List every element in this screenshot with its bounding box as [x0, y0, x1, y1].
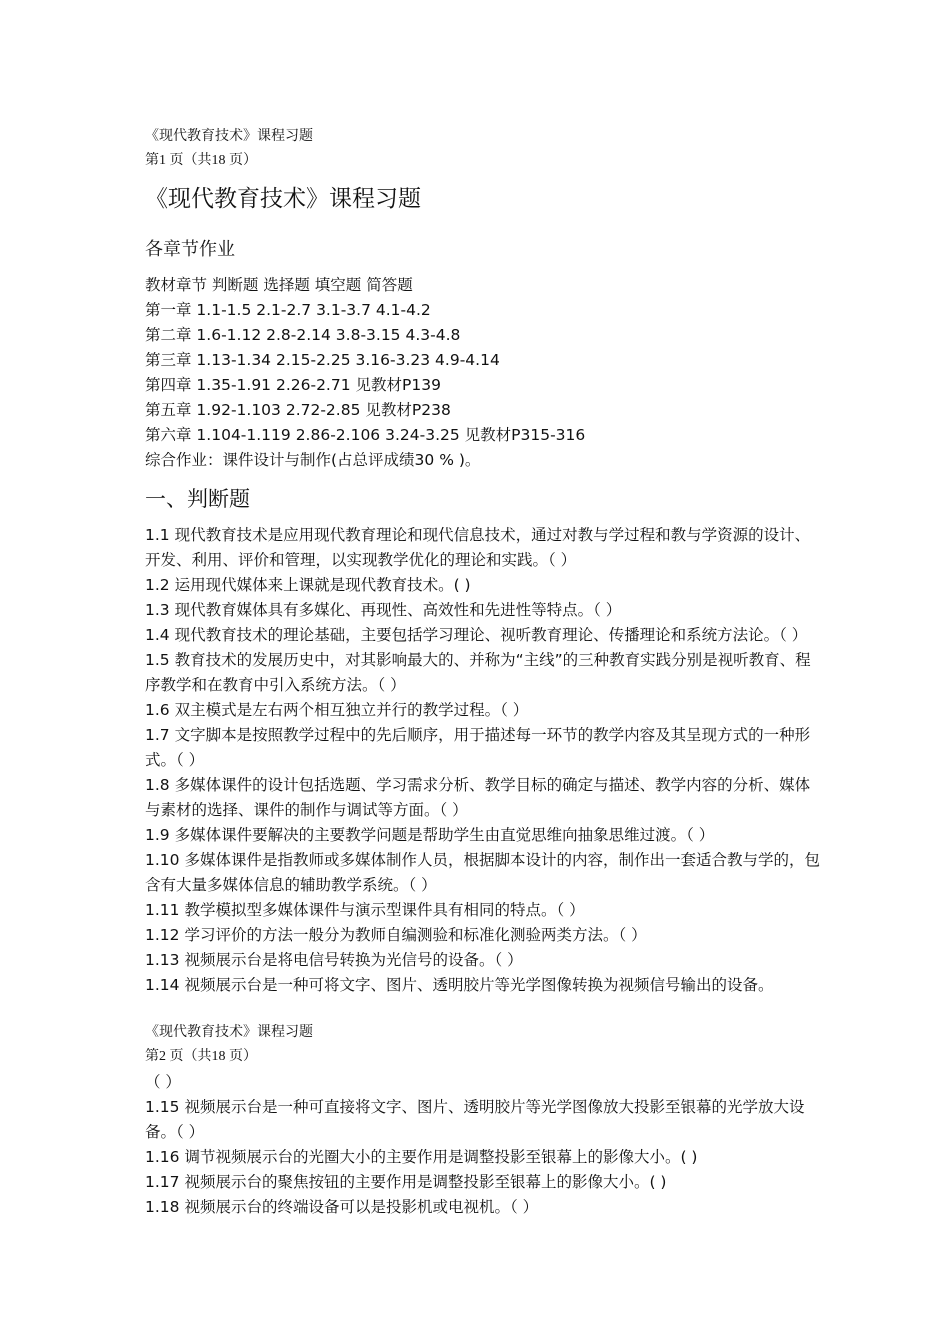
- header-page-number: 第2 页（共18 页）: [145, 1049, 257, 1064]
- section-heading: 一、判断题: [145, 487, 250, 511]
- homework-line: 第二章 1.6-1.12 2.8-2.14 3.8-3.15 4.3-4.8: [145, 326, 461, 344]
- question-item: 1.5 教育技术的发展历史中，对其影响最大的、并称为“主线”的三种教育实践分别是视听教育、程序教学和在教育中引入系统方法。（ ）: [145, 651, 811, 694]
- question-list: [145, 523, 825, 998]
- question-item: 1.14 视频展示台是一种可将文字、图片、透明胶片等光学图像转换为视频信号输出的设备。: [145, 976, 774, 994]
- homework-line: 第五章 1.92-1.103 2.72-2.85 见教材P238: [145, 401, 451, 419]
- question-item: 1.2 运用现代媒体来上课就是现代教育技术。( ): [145, 576, 471, 594]
- page-header-2: [145, 1021, 313, 1069]
- page-header-1: [145, 125, 313, 173]
- homework-line: 第一章 1.1-1.5 2.1-2.7 3.1-3.7 4.1-4.2: [145, 301, 431, 319]
- homework-line: 第三章 1.13-1.34 2.15-2.25 3.16-3.23 4.9-4.14: [145, 351, 500, 369]
- question-item: 1.16 调节视频展示台的光圈大小的主要作用是调整投影至银幕上的影像大小。( ): [145, 1148, 698, 1166]
- question-item: 1.13 视频展示台是将电信号转换为光信号的设备。（ ）: [145, 951, 523, 969]
- homework-line: 第四章 1.35-1.91 2.26-2.71 见教材P139: [145, 376, 441, 394]
- question-item: 1.15 视频展示台是一种可直接将文字、图片、透明胶片等光学图像放大投影至银幕的光学放大设备。（ ）: [145, 1098, 805, 1141]
- question-item: 1.6 双主模式是左右两个相互独立并行的教学过程。（ ）: [145, 701, 529, 719]
- question-item: 1.11 教学模拟型多媒体课件与演示型课件具有相同的特点。（ ）: [145, 901, 585, 919]
- homework-line: 第六章 1.104-1.119 2.86-2.106 3.24-3.25 见教材P315-316: [145, 426, 586, 444]
- header-course-title: 《现代教育技术》课程习题: [145, 1025, 313, 1040]
- question-list-continued: [145, 1070, 825, 1220]
- question-item: 1.8 多媒体课件的设计包括选题、学习需求分析、教学目标的确定与描述、教学内容的分析、媒体与素材的选择、课件的制作与调试等方面。（ ）: [145, 776, 811, 819]
- question-item: 1.4 现代教育技术的理论基础，主要包括学习理论、视听教育理论、传播理论和系统方法论。（ ）: [145, 626, 808, 644]
- question-item: 1.10 多媒体课件是指教师或多媒体制作人员，根据脚本设计的内容，制作出一套适合教与学的，包含有大量多媒体信息的辅助教学系统。（ ）: [145, 851, 820, 894]
- header-course-title: 《现代教育技术》课程习题: [145, 129, 313, 144]
- question-item: 1.18 视频展示台的终端设备可以是投影机或电视机。（ ）: [145, 1198, 539, 1216]
- header-page-number: 第1 页（共18 页）: [145, 153, 257, 168]
- document-title: 《现代教育技术》课程习题: [145, 186, 421, 212]
- question-item: 1.17 视频展示台的聚焦按钮的主要作用是调整投影至银幕上的影像大小。( ): [145, 1173, 667, 1191]
- question-item: （ ）: [145, 1073, 181, 1091]
- question-item: 1.1 现代教育技术是应用现代教育理论和现代信息技术，通过对教与学过程和教与学资源的设计、开发、利用、评价和管理，以实现教学优化的理论和实践。（ ）: [145, 526, 811, 569]
- question-item: 1.9 多媒体课件要解决的主要教学问题是帮助学生由直觉思维向抽象思维过渡。（ ）: [145, 826, 715, 844]
- homework-line: 综合作业：课件设计与制作(占总评成绩30 % )。: [145, 451, 481, 469]
- homework-table: [145, 273, 585, 473]
- homework-line: 教材章节 判断题 选择题 填空题 简答题: [145, 276, 413, 294]
- question-item: 1.7 文字脚本是按照教学过程中的先后顺序，用于描述每一环节的教学内容及其呈现方式的一种形式。（ ）: [145, 726, 811, 769]
- section-subtitle: 各章节作业: [145, 239, 235, 260]
- question-item: 1.12 学习评价的方法一般分为教师自编测验和标准化测验两类方法。（ ）: [145, 926, 647, 944]
- question-item: 1.3 现代教育媒体具有多媒化、再现性、高效性和先进性等特点。（ ）: [145, 601, 622, 619]
